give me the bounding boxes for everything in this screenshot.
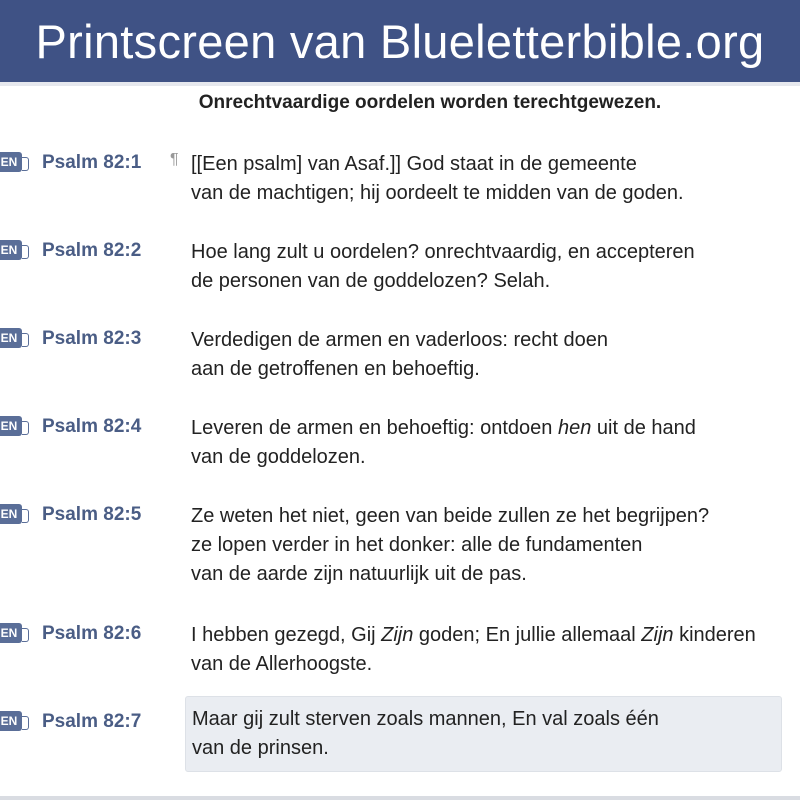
verse-line [192, 705, 775, 734]
verse-line [192, 734, 775, 763]
verse-line [191, 650, 781, 679]
badge-label: EN [0, 155, 18, 169]
text-segment: kinderen [673, 624, 756, 646]
verse-line [191, 326, 781, 355]
verse-line [191, 502, 781, 531]
verse-reference[interactable]: Psalm 82:1 [42, 152, 142, 173]
verse-text [191, 621, 781, 679]
badge-label: EN [0, 626, 18, 640]
italic-word: Zijn [641, 624, 674, 646]
tools-tab-icon[interactable] [22, 716, 29, 730]
language-badge[interactable] [0, 623, 22, 643]
verse-line [191, 621, 781, 650]
pilcrow-icon: ¶ [170, 151, 179, 168]
tools-tab-icon[interactable] [22, 421, 29, 435]
text-segment: Leveren de armen en behoeftig: ontdoen [191, 417, 558, 439]
verse-text [191, 326, 781, 384]
tools-tab-icon[interactable] [22, 333, 29, 347]
language-badge[interactable] [0, 152, 22, 172]
text-segment: van de aarde zijn natuurlijk uit de pas. [191, 563, 527, 585]
verse-line [191, 179, 781, 208]
text-segment: Verdedigen de armen en vaderloos: recht doen [191, 329, 608, 351]
badge-label: EN [0, 331, 18, 345]
text-segment: ze lopen verder in het donker: alle de fundamenten [191, 534, 643, 556]
verse-line [191, 238, 781, 267]
verse-reference[interactable]: Psalm 82:3 [42, 328, 142, 349]
text-segment: aan de getroffenen en behoeftig. [191, 358, 480, 380]
text-segment: I hebben gezegd, Gij [191, 624, 382, 646]
text-segment: goden; En jullie allemaal [413, 624, 642, 646]
verse-reference[interactable]: Psalm 82:2 [42, 240, 142, 261]
verse-text [191, 414, 781, 472]
verse-text [185, 696, 782, 772]
text-segment: Maar gij zult sterven zoals mannen, En val zoals één [192, 708, 659, 730]
italic-word: hen [557, 417, 592, 439]
italic-word: Zijn [381, 624, 414, 646]
text-segment: [[Een psalm] van Asaf.]] God staat in de gemeente [191, 153, 637, 175]
verse-line [191, 267, 781, 296]
text-segment: van de goddelozen. [191, 446, 366, 468]
verse-line [191, 443, 781, 472]
language-badge[interactable] [0, 711, 22, 731]
text-segment: van de prinsen. [192, 737, 329, 759]
verse-line [191, 414, 781, 443]
divider [0, 82, 800, 86]
verse-line [191, 560, 781, 589]
badge-label: EN [0, 419, 18, 433]
badge-label: EN [0, 714, 18, 728]
text-segment: uit de hand [591, 417, 696, 439]
language-badge[interactable] [0, 240, 22, 260]
tools-tab-icon[interactable] [22, 245, 29, 259]
verse-text [191, 150, 781, 208]
verse-reference[interactable]: Psalm 82:6 [42, 623, 142, 644]
verse-reference[interactable]: Psalm 82:7 [42, 711, 142, 732]
tools-tab-icon[interactable] [22, 628, 29, 642]
language-badge[interactable] [0, 504, 22, 524]
divider [0, 796, 800, 800]
text-segment: van de Allerhoogste. [191, 653, 373, 675]
badge-label: EN [0, 243, 18, 257]
text-segment: Hoe lang zult u oordelen? onrechtvaardig, en accepteren [191, 241, 695, 263]
text-segment: van de machtigen; hij oordeelt te midden van de goden. [191, 182, 684, 204]
verse-reference[interactable]: Psalm 82:4 [42, 416, 142, 437]
banner-title: Printscreen van Blueletterbible.org [0, 0, 800, 82]
language-badge[interactable] [0, 416, 22, 436]
verse-line [191, 531, 781, 560]
verse-text [191, 238, 781, 296]
verse-text [191, 502, 781, 589]
tools-tab-icon[interactable] [22, 509, 29, 523]
tools-tab-icon[interactable] [22, 157, 29, 171]
text-segment: Ze weten het niet, geen van beide zullen ze het begrijpen? [191, 505, 710, 527]
language-badge[interactable] [0, 328, 22, 348]
verse-line [191, 150, 781, 179]
verse-reference[interactable]: Psalm 82:5 [42, 504, 142, 525]
verse-line [191, 355, 781, 384]
text-segment: de personen van de goddelozen? Selah. [191, 270, 551, 292]
badge-label: EN [0, 507, 18, 521]
section-heading: Onrechtvaardige oordelen worden terechtgewezen. [198, 92, 662, 113]
